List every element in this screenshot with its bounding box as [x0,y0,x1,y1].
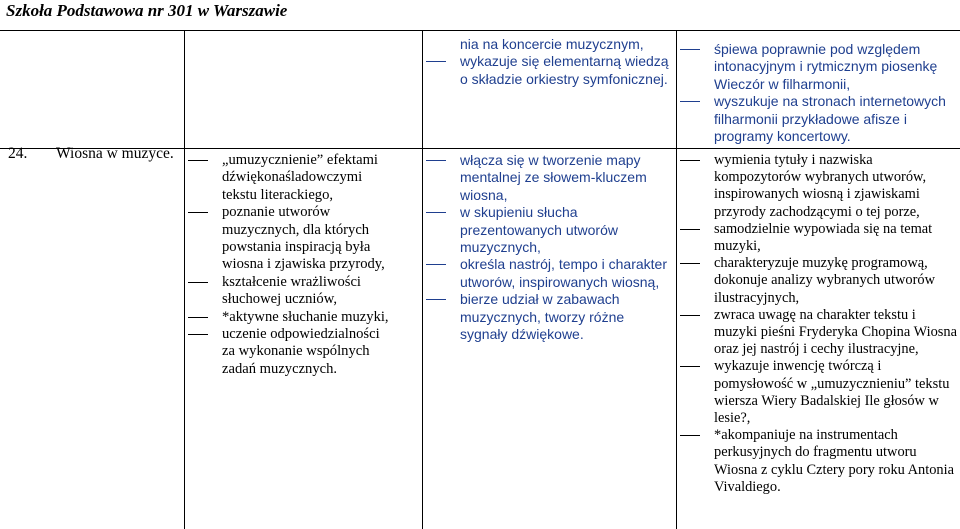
list-item: określa nastrój, tempo i charakter utworów, inspirowanych wiosną, [426,256,672,291]
extended-skills-column [680,152,958,496]
list-item: wykazuje inwencję twórczą i pomysłowość w „umuzycznieniu” tekstu wiersza Wiery Badalskiej Ile głosów w lesie?, [680,358,958,427]
list-item: włącza się w tworzenie mapy mentalnej ze słowem-kluczem wiosna, [426,152,672,204]
goals-column [188,152,396,378]
school-name-header: Szkoła Podstawowa nr 301 w Warszawie [6,1,288,20]
list-item: charakteryzuje muzykę programową, dokonuje analizy wybranych utworów ilustracyjnych, [680,255,958,307]
list-item: kształcenie wrażliwości słuchowej uczniów, [188,274,396,309]
list-item: uczenie odpowiedzialności za wykonanie wspólnych zadań muzycznych. [188,326,396,378]
continued-line: nia na koncercie muzycznym, [460,36,644,52]
list-item: samodzielnie wypowiada się na temat muzyki, [680,221,958,255]
list-item: poznanie utworów muzycznych, dla których powstania inspiracją była wiosna i zjawiska przyrody, [188,204,396,274]
list-item: w skupieniu słucha prezentowanych utworów muzycznych, [426,204,672,256]
topic-title: Wiosna w muzyce. [56,145,174,162]
list-item: wyszukuje na stronach internetowych filharmonii przykładowe afisze i programy koncertowy. [680,93,958,145]
list-item: wymienia tytuły i nazwiska kompozytorów wybranych utworów, inspirowanych wiosną i zjawiskami przyrody zachodzącymi o tej porze, [680,152,958,221]
skills-column-top [426,36,672,88]
list-item: śpiewa poprawnie pod względem intonacyjnym i rytmicznym piosenkę Wieczór w filharmonii, [680,41,958,93]
list-item: „umuzycznienie” efektami dźwiękonaśladowczymi tekstu literackiego, [188,152,396,204]
list-item: *akompaniuje na instrumentach perkusyjnych do fragmentu utworu Wiosna z cyklu Cztery pory roku Antonia Vivaldiego. [680,427,958,496]
topic-number: 24. [8,145,28,162]
column-divider-2 [422,30,423,529]
column-divider-1 [184,30,185,529]
skills-column [426,152,672,343]
column-divider-3 [676,30,677,529]
extended-skills-column-top [680,41,958,145]
list-item: wykazuje się elementarną wiedzą o składzie orkiestry symfonicznej. [426,53,672,88]
topic-cell [8,145,174,163]
list-item: bierze udział w zabawach muzycznych, tworzy różne sygnały dźwiękowe. [426,291,672,343]
table-top-border [0,30,960,31]
list-item: *aktywne słuchanie muzyki, [188,309,396,326]
list-item: zwraca uwagę na charakter tekstu i muzyki pieśni Fryderyka Chopina Wiosna oraz jej nastrój i cechy ilustracyjne, [680,307,958,359]
